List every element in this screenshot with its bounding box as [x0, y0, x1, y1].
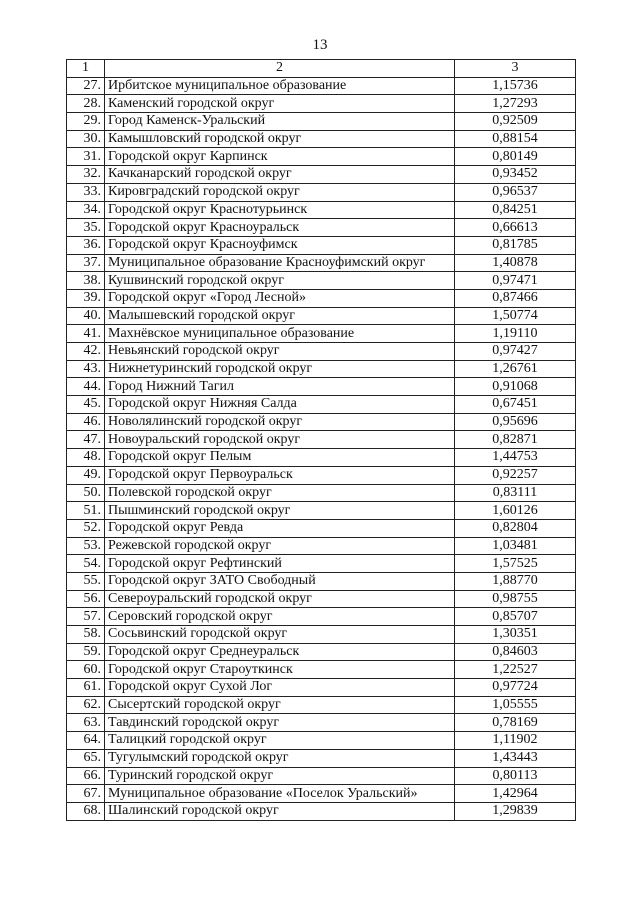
- table-row: [67, 643, 576, 661]
- table-row: [67, 661, 576, 679]
- table-row: [67, 166, 576, 184]
- municipality-name: Городской округ Красноуральск: [105, 219, 455, 237]
- coefficient-value: 0,98755: [455, 590, 576, 608]
- municipality-name: Талицкий городской округ: [105, 732, 455, 750]
- coefficient-value: 1,19110: [455, 325, 576, 343]
- row-number: 46.: [67, 413, 105, 431]
- municipality-name: Камышловский городской округ: [105, 130, 455, 148]
- header-row: [67, 60, 576, 78]
- coefficient-value: 0,85707: [455, 608, 576, 626]
- row-number: 37.: [67, 254, 105, 272]
- row-number: 40.: [67, 307, 105, 325]
- municipality-name: Новоуральский городской округ: [105, 431, 455, 449]
- table-row: [67, 431, 576, 449]
- coefficient-value: 1,60126: [455, 502, 576, 520]
- municipality-name: Муниципальное образование Красноуфимский округ: [105, 254, 455, 272]
- row-number: 43.: [67, 360, 105, 378]
- table-row: [67, 378, 576, 396]
- table-row: [67, 325, 576, 343]
- municipality-name: Североуральский городской округ: [105, 590, 455, 608]
- municipality-name: Сосьвинский городской округ: [105, 626, 455, 644]
- row-number: 52.: [67, 519, 105, 537]
- coefficient-value: 1,03481: [455, 537, 576, 555]
- row-number: 68.: [67, 802, 105, 820]
- municipality-name: Городской округ Карпинск: [105, 148, 455, 166]
- municipality-name: Тугулымский городской округ: [105, 749, 455, 767]
- row-number: 54.: [67, 555, 105, 573]
- municipality-name: Нижнетуринский городской округ: [105, 360, 455, 378]
- municipality-name: Городской округ Сухой Лог: [105, 679, 455, 697]
- row-number: 36.: [67, 236, 105, 254]
- municipality-name: Серовский городской округ: [105, 608, 455, 626]
- coefficient-value: 1,43443: [455, 749, 576, 767]
- municipality-name: Туринский городской округ: [105, 767, 455, 785]
- coefficient-value: 0,84603: [455, 643, 576, 661]
- coefficient-value: 0,83111: [455, 484, 576, 502]
- coefficient-value: 0,96537: [455, 183, 576, 201]
- row-number: 49.: [67, 466, 105, 484]
- municipality-name: Сысертский городской округ: [105, 696, 455, 714]
- municipality-name: Полевской городской округ: [105, 484, 455, 502]
- table-row: [67, 590, 576, 608]
- table-row: [67, 201, 576, 219]
- row-number: 30.: [67, 130, 105, 148]
- table-row: [67, 537, 576, 555]
- coefficient-value: 0,80149: [455, 148, 576, 166]
- row-number: 45.: [67, 396, 105, 414]
- municipality-name: Городской округ Нижняя Салда: [105, 396, 455, 414]
- municipality-name: Городской округ Староуткинск: [105, 661, 455, 679]
- table-row: [67, 732, 576, 750]
- coefficient-value: 0,92257: [455, 466, 576, 484]
- row-number: 59.: [67, 643, 105, 661]
- municipality-name: Пышминский городской округ: [105, 502, 455, 520]
- row-number: 28.: [67, 95, 105, 113]
- coefficient-value: 0,87466: [455, 289, 576, 307]
- coefficient-value: 0,81785: [455, 236, 576, 254]
- municipality-name: Режевской городской округ: [105, 537, 455, 555]
- header-col-1: 1: [67, 60, 105, 78]
- municipality-name: Ирбитское муниципальное образование: [105, 77, 455, 95]
- coefficient-value: 1,15736: [455, 77, 576, 95]
- municipality-name: Шалинский городской округ: [105, 802, 455, 820]
- table-row: [67, 555, 576, 573]
- table-row: [67, 396, 576, 414]
- table-row: [67, 572, 576, 590]
- municipality-name: Городской округ Ревда: [105, 519, 455, 537]
- coefficient-value: 1,27293: [455, 95, 576, 113]
- row-number: 27.: [67, 77, 105, 95]
- coefficient-value: 0,78169: [455, 714, 576, 732]
- row-number: 64.: [67, 732, 105, 750]
- coefficient-value: 0,66613: [455, 219, 576, 237]
- row-number: 51.: [67, 502, 105, 520]
- row-number: 65.: [67, 749, 105, 767]
- municipality-name: Городской округ Первоуральск: [105, 466, 455, 484]
- header-col-3: 3: [455, 60, 576, 78]
- coefficient-value: 1,50774: [455, 307, 576, 325]
- row-number: 57.: [67, 608, 105, 626]
- municipality-name: Городской округ Рефтинский: [105, 555, 455, 573]
- coefficient-value: 0,93452: [455, 166, 576, 184]
- coefficient-value: 0,67451: [455, 396, 576, 414]
- coefficient-value: 0,97427: [455, 343, 576, 361]
- row-number: 67.: [67, 785, 105, 803]
- table-row: [67, 519, 576, 537]
- municipality-name: Городской округ Красноуфимск: [105, 236, 455, 254]
- municipality-name: Город Каменск-Уральский: [105, 113, 455, 131]
- municipality-name: Махнёвское муниципальное образование: [105, 325, 455, 343]
- row-number: 66.: [67, 767, 105, 785]
- table-row: [67, 608, 576, 626]
- table-row: [67, 130, 576, 148]
- table-row: [67, 696, 576, 714]
- row-number: 50.: [67, 484, 105, 502]
- municipality-name: Тавдинский городской округ: [105, 714, 455, 732]
- table-row: [67, 679, 576, 697]
- coefficient-value: 0,84251: [455, 201, 576, 219]
- coefficient-value: 1,42964: [455, 785, 576, 803]
- coefficient-value: 0,95696: [455, 413, 576, 431]
- municipality-name: Город Нижний Тагил: [105, 378, 455, 396]
- coefficient-value: 0,82804: [455, 519, 576, 537]
- row-number: 58.: [67, 626, 105, 644]
- row-number: 63.: [67, 714, 105, 732]
- coefficient-value: 1,26761: [455, 360, 576, 378]
- municipality-name: Городской округ Пелым: [105, 449, 455, 467]
- municipality-name: Городской округ «Город Лесной»: [105, 289, 455, 307]
- municipality-name: Кушвинский городской округ: [105, 272, 455, 290]
- row-number: 53.: [67, 537, 105, 555]
- municipality-name: Городской округ Среднеуральск: [105, 643, 455, 661]
- table-row: [67, 767, 576, 785]
- table-row: [67, 254, 576, 272]
- coefficient-value: 0,88154: [455, 130, 576, 148]
- coefficient-value: 1,44753: [455, 449, 576, 467]
- coefficient-value: 0,92509: [455, 113, 576, 131]
- table-row: [67, 449, 576, 467]
- row-number: 48.: [67, 449, 105, 467]
- coefficient-value: 0,97471: [455, 272, 576, 290]
- coefficient-value: 1,29839: [455, 802, 576, 820]
- row-number: 31.: [67, 148, 105, 166]
- coefficient-value: 0,91068: [455, 378, 576, 396]
- row-number: 41.: [67, 325, 105, 343]
- row-number: 62.: [67, 696, 105, 714]
- table-row: [67, 413, 576, 431]
- row-number: 32.: [67, 166, 105, 184]
- table-row: [67, 343, 576, 361]
- municipality-name: Городской округ ЗАТО Свободный: [105, 572, 455, 590]
- municipality-name: Малышевский городской округ: [105, 307, 455, 325]
- row-number: 34.: [67, 201, 105, 219]
- table-row: [67, 77, 576, 95]
- table-row: [67, 714, 576, 732]
- coefficient-value: 0,80113: [455, 767, 576, 785]
- table-row: [67, 749, 576, 767]
- table-row: [67, 183, 576, 201]
- table-row: [67, 802, 576, 820]
- table-row: [67, 484, 576, 502]
- row-number: 61.: [67, 679, 105, 697]
- row-number: 47.: [67, 431, 105, 449]
- municipality-name: Городской округ Краснотурьинск: [105, 201, 455, 219]
- row-number: 55.: [67, 572, 105, 590]
- row-number: 39.: [67, 289, 105, 307]
- table-row: [67, 466, 576, 484]
- row-number: 60.: [67, 661, 105, 679]
- row-number: 33.: [67, 183, 105, 201]
- municipality-name: Новолялинский городской округ: [105, 413, 455, 431]
- table-row: [67, 272, 576, 290]
- table-row: [67, 113, 576, 131]
- row-number: 44.: [67, 378, 105, 396]
- municipality-name: Кировградский городской округ: [105, 183, 455, 201]
- header-col-2: 2: [105, 60, 455, 78]
- row-number: 35.: [67, 219, 105, 237]
- table-row: [67, 219, 576, 237]
- coefficient-value: 0,82871: [455, 431, 576, 449]
- coefficient-value: 1,30351: [455, 626, 576, 644]
- table-row: [67, 95, 576, 113]
- row-number: 56.: [67, 590, 105, 608]
- coefficient-value: 1,88770: [455, 572, 576, 590]
- coefficient-value: 0,97724: [455, 679, 576, 697]
- municipality-name: Качканарский городской округ: [105, 166, 455, 184]
- table-row: [67, 502, 576, 520]
- data-table: [66, 59, 576, 821]
- table-row: [67, 148, 576, 166]
- row-number: 42.: [67, 343, 105, 361]
- table-row: [67, 785, 576, 803]
- row-number: 38.: [67, 272, 105, 290]
- table-row: [67, 289, 576, 307]
- table-row: [67, 236, 576, 254]
- row-number: 29.: [67, 113, 105, 131]
- table-row: [67, 360, 576, 378]
- municipality-name: Невьянский городской округ: [105, 343, 455, 361]
- page-number: 13: [312, 37, 328, 53]
- coefficient-value: 1,22527: [455, 661, 576, 679]
- municipality-name: Каменский городской округ: [105, 95, 455, 113]
- table-row: [67, 626, 576, 644]
- coefficient-value: 1,11902: [455, 732, 576, 750]
- coefficient-value: 1,05555: [455, 696, 576, 714]
- municipality-name: Муниципальное образование «Поселок Уральский»: [105, 785, 455, 803]
- coefficient-value: 1,57525: [455, 555, 576, 573]
- coefficient-value: 1,40878: [455, 254, 576, 272]
- table-row: [67, 307, 576, 325]
